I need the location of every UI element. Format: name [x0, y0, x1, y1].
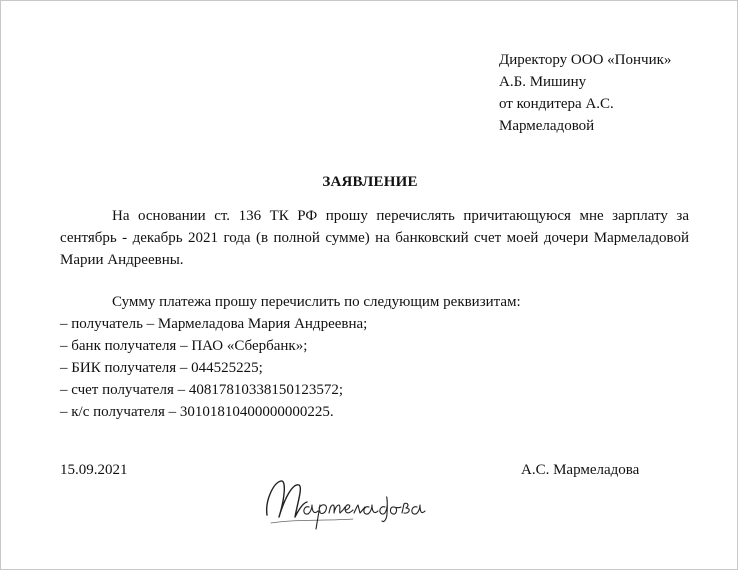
- signer-name: А.С. Мармеладова: [521, 462, 640, 478]
- addressee-line-from: от кондитера А.С.: [499, 96, 614, 112]
- handwritten-signature: [257, 471, 427, 533]
- requisite-bank: – банк получателя – ПАО «Сбербанк»;: [60, 338, 308, 354]
- requisites-intro: Сумму платежа прошу перечислить по следующим реквизитам:: [112, 294, 521, 310]
- addressee-line-director: Директору ООО «Пончик»: [499, 52, 672, 68]
- addressee-line-surname: Мармеладовой: [499, 118, 595, 134]
- requisite-account: – счет получателя – 40817810338150123572;: [60, 382, 344, 398]
- requisite-recipient: – получатель – Мармеладова Мария Андреевна;: [60, 316, 368, 332]
- addressee-block: [499, 49, 729, 137]
- requisite-corr-account: – к/с получателя – 30101810400000000225.: [60, 404, 334, 420]
- document-date: 15.09.2021: [60, 462, 128, 478]
- body-paragraph: На основании ст. 136 ТК РФ прошу перечислять причитающуюся мне зарплату за сентябрь - декабрь 2021 года (в полной сумме) на банковский счет моей дочери Мармеладовой Марии Андреевны.: [60, 208, 689, 268]
- document-title: ЗАЯВЛЕНИЕ: [322, 174, 418, 190]
- addressee-line-name: А.Б. Мишину: [499, 74, 587, 90]
- requisite-bik: – БИК получателя – 044525225;: [60, 360, 263, 376]
- requisites-list: [60, 313, 367, 423]
